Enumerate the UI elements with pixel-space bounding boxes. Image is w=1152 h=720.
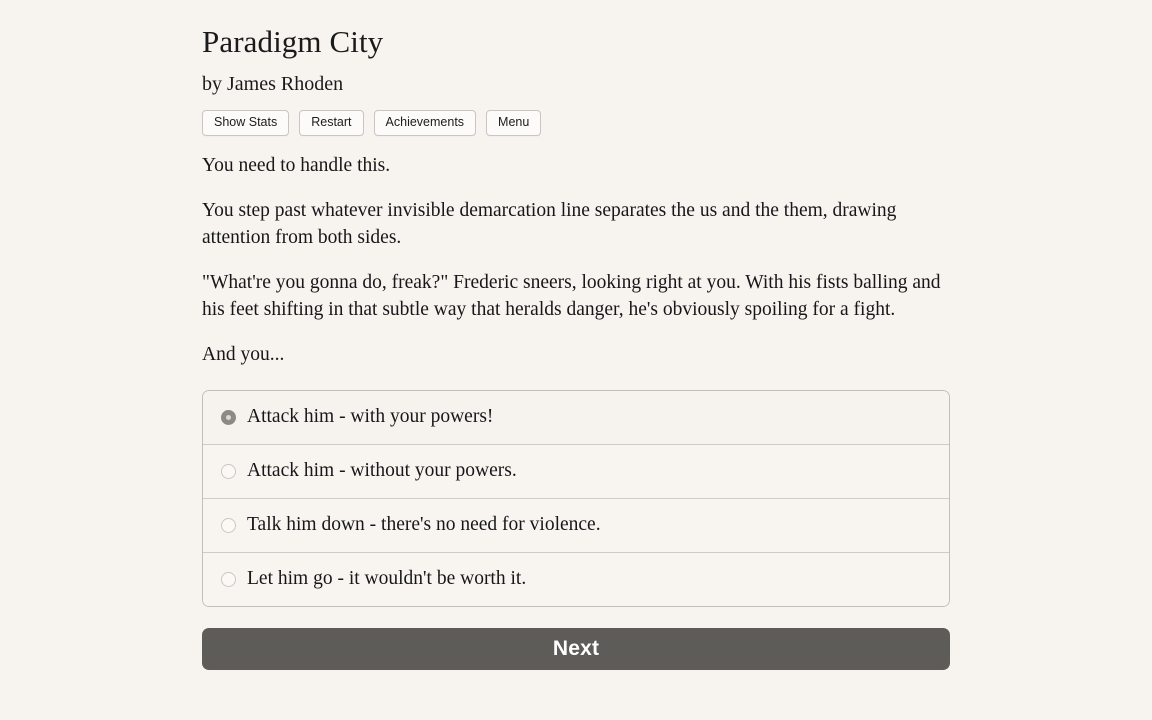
- next-button[interactable]: Next: [202, 628, 950, 670]
- choice-label: Attack him - without your powers.: [247, 460, 517, 482]
- story-paragraph: You step past whatever invisible demarcation line separates the us and the them, drawing attention from both sides.: [202, 199, 897, 248]
- choice-option[interactable]: [203, 391, 949, 445]
- menu-button[interactable]: Menu: [486, 110, 541, 136]
- choice-label: Attack him - with your powers!: [247, 406, 494, 428]
- choice-option[interactable]: [203, 553, 949, 606]
- radio-unselected-icon[interactable]: [221, 572, 236, 587]
- content-column: [202, 0, 950, 670]
- choice-list: [202, 390, 950, 607]
- radio-unselected-icon[interactable]: [221, 518, 236, 533]
- radio-selected-icon[interactable]: [221, 410, 236, 425]
- choice-label: Let him go - it wouldn't be worth it.: [247, 568, 527, 590]
- story-paragraph: You need to handle this.: [202, 154, 391, 176]
- restart-button[interactable]: Restart: [299, 110, 363, 136]
- story-paragraph: "What're you gonna do, freak?" Frederic sneers, looking right at you. With his fists balling and his feet shifting in that subtle way that heralds danger, he's obviously spoiling for a fight.: [202, 271, 941, 320]
- story-text: [202, 152, 950, 368]
- radio-unselected-icon[interactable]: [221, 464, 236, 479]
- page-title: Paradigm City: [202, 24, 384, 59]
- choice-label: Talk him down - there's no need for violence.: [247, 514, 601, 536]
- choice-option[interactable]: [203, 445, 949, 499]
- story-paragraph: And you...: [202, 343, 285, 365]
- toolbar: [202, 112, 950, 135]
- choice-option[interactable]: [203, 499, 949, 553]
- show-stats-button[interactable]: Show Stats: [202, 110, 289, 136]
- author-byline: by James Rhoden: [202, 72, 344, 95]
- achievements-button[interactable]: Achievements: [374, 110, 477, 136]
